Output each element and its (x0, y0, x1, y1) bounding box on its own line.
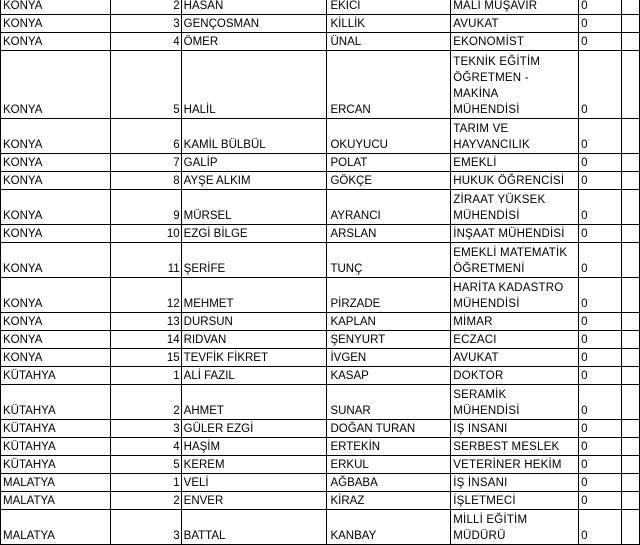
empty-cell (622, 367, 640, 385)
rank-cell: 2 (110, 385, 181, 420)
profession-cell: İŞLETMECİ (451, 492, 579, 510)
province-cell: KONYA (1, 225, 111, 243)
first-name-cell: HAŞİM (181, 438, 327, 456)
rank-cell: 13 (110, 313, 181, 331)
profession-cell: HARİTA KADASTRO MÜHENDİSİ (451, 278, 579, 313)
table-row (1, 510, 640, 545)
profession-cell: MİMAR (451, 313, 579, 331)
value-cell: 0 (579, 33, 622, 51)
table-row (1, 420, 640, 438)
province-cell: MALATYA (1, 474, 111, 492)
rank-cell: 10 (110, 225, 181, 243)
value-cell: 0 (579, 243, 622, 278)
profession-cell: MALİ MÜŞAVİR (451, 0, 579, 15)
table-row (1, 438, 640, 456)
first-name-cell: ENVER (181, 492, 327, 510)
first-name-cell: ÖMER (181, 33, 327, 51)
last-name-cell: POLAT (327, 154, 451, 172)
table-row (1, 331, 640, 349)
empty-cell (622, 313, 640, 331)
empty-cell (622, 278, 640, 313)
empty-cell (622, 492, 640, 510)
province-cell: KONYA (1, 278, 111, 313)
last-name-cell: AĞBABA (327, 474, 451, 492)
first-name-cell: EZGİ BİLGE (181, 225, 327, 243)
rank-cell: 8 (110, 172, 181, 190)
last-name-cell: GÖKÇE (327, 172, 451, 190)
value-cell: 0 (579, 331, 622, 349)
first-name-cell: DURSUN (181, 313, 327, 331)
last-name-cell: ÜNAL (327, 33, 451, 51)
rank-cell: 3 (110, 420, 181, 438)
empty-cell (622, 154, 640, 172)
empty-cell (622, 172, 640, 190)
rank-cell: 3 (110, 510, 181, 545)
table-body (1, 0, 640, 545)
profession-cell: IŞ INSANI (451, 420, 579, 438)
last-name-cell: ERTEKİN (327, 438, 451, 456)
empty-cell (622, 0, 640, 15)
profession-cell: DOKTOR (451, 367, 579, 385)
first-name-cell: AYŞE ALKIM (181, 172, 327, 190)
table-row (1, 15, 640, 33)
last-name-cell: AYRANCI (327, 190, 451, 225)
last-name-cell: ARSLAN (327, 225, 451, 243)
table-row (1, 0, 640, 15)
empty-cell (622, 331, 640, 349)
rank-cell: 12 (110, 278, 181, 313)
table-row (1, 154, 640, 172)
empty-cell (622, 438, 640, 456)
profession-cell: SERBEST MESLEK (451, 438, 579, 456)
first-name-cell: TEVFİK FİKRET (181, 349, 327, 367)
value-cell: 0 (579, 438, 622, 456)
profession-cell: MİLLİ EĞİTİM MÜDÜRÜ (451, 510, 579, 545)
last-name-cell: ERCAN (327, 51, 451, 119)
empty-cell (622, 243, 640, 278)
province-cell: KONYA (1, 0, 111, 15)
value-cell: 0 (579, 119, 622, 154)
first-name-cell: RIDVAN (181, 331, 327, 349)
province-cell: KONYA (1, 154, 111, 172)
table-row (1, 492, 640, 510)
province-cell: KONYA (1, 190, 111, 225)
rank-cell: 2 (110, 492, 181, 510)
empty-cell (622, 15, 640, 33)
value-cell: 0 (579, 0, 622, 15)
profession-cell: ZİRAAT YÜKSEK MÜHENDİSİ (451, 190, 579, 225)
province-cell: KONYA (1, 15, 111, 33)
profession-cell: EMEKLİ (451, 154, 579, 172)
last-name-cell: KİRAZ (327, 492, 451, 510)
first-name-cell: BATTAL (181, 510, 327, 545)
value-cell: 0 (579, 385, 622, 420)
first-name-cell: AHMET (181, 385, 327, 420)
table-row (1, 33, 640, 51)
first-name-cell: GENÇOSMAN (181, 15, 327, 33)
value-cell: 0 (579, 349, 622, 367)
value-cell: 0 (579, 154, 622, 172)
profession-cell: EMEKLİ MATEMATİK ÖĞRETMENİ (451, 243, 579, 278)
rank-cell: 5 (110, 456, 181, 474)
rank-cell: 4 (110, 438, 181, 456)
table-row (1, 278, 640, 313)
rank-cell: 3 (110, 15, 181, 33)
profession-cell: ECZACI (451, 331, 579, 349)
last-name-cell: İVGEN (327, 349, 451, 367)
table-row (1, 243, 640, 278)
rank-cell: 14 (110, 331, 181, 349)
empty-cell (622, 51, 640, 119)
table-row (1, 367, 640, 385)
value-cell: 0 (579, 313, 622, 331)
first-name-cell: ŞERİFE (181, 243, 327, 278)
first-name-cell: GÜLER EZGİ (181, 420, 327, 438)
last-name-cell: KASAP (327, 367, 451, 385)
last-name-cell: KİLLİK (327, 15, 451, 33)
province-cell: KÜTAHYA (1, 420, 111, 438)
table-row (1, 119, 640, 154)
first-name-cell: GALİP (181, 154, 327, 172)
table-row (1, 190, 640, 225)
province-cell: KONYA (1, 51, 111, 119)
empty-cell (622, 420, 640, 438)
empty-cell (622, 510, 640, 545)
table-row (1, 456, 640, 474)
last-name-cell: TUNÇ (327, 243, 451, 278)
rank-cell: 11 (110, 243, 181, 278)
province-cell: KÜTAHYA (1, 438, 111, 456)
profession-cell: TEKNİK EĞİTİM ÖĞRETMEN - MAKİNA MÜHENDİSİ (451, 51, 579, 119)
rank-cell: 2 (110, 0, 181, 15)
last-name-cell: KAPLAN (327, 313, 451, 331)
first-name-cell: VELİ (181, 474, 327, 492)
table-row (1, 313, 640, 331)
value-cell: 0 (579, 51, 622, 119)
table-row (1, 172, 640, 190)
first-name-cell: KEREM (181, 456, 327, 474)
last-name-cell: KANBAY (327, 510, 451, 545)
profession-cell: TARIM VE HAYVANCILIK (451, 119, 579, 154)
value-cell: 0 (579, 492, 622, 510)
first-name-cell: MEHMET (181, 278, 327, 313)
first-name-cell: HASAN (181, 0, 327, 15)
table-row (1, 51, 640, 119)
table-row (1, 474, 640, 492)
rank-cell: 7 (110, 154, 181, 172)
province-cell: KONYA (1, 313, 111, 331)
first-name-cell: KAMİL BÜLBÜL (181, 119, 327, 154)
profession-cell: VETERİNER HEKİM (451, 456, 579, 474)
province-cell: KONYA (1, 349, 111, 367)
profession-cell: HUKUK ÖĞRENCİSİ (451, 172, 579, 190)
profession-cell: AVUKAT (451, 349, 579, 367)
value-cell: 0 (579, 225, 622, 243)
first-name-cell: HALİL (181, 51, 327, 119)
value-cell: 0 (579, 420, 622, 438)
province-cell: KONYA (1, 33, 111, 51)
empty-cell (622, 474, 640, 492)
profession-cell: İŞ İNSANI (451, 474, 579, 492)
rank-cell: 1 (110, 474, 181, 492)
empty-cell (622, 190, 640, 225)
empty-cell (622, 349, 640, 367)
value-cell: 0 (579, 456, 622, 474)
value-cell: 0 (579, 367, 622, 385)
province-cell: KONYA (1, 331, 111, 349)
empty-cell (622, 385, 640, 420)
profession-cell: İNŞAAT MÜHENDİSİ (451, 225, 579, 243)
value-cell: 0 (579, 510, 622, 545)
last-name-cell: OKUYUCU (327, 119, 451, 154)
province-cell: KÜTAHYA (1, 456, 111, 474)
province-cell: KONYA (1, 243, 111, 278)
province-cell: MALATYA (1, 510, 111, 545)
empty-cell (622, 225, 640, 243)
value-cell: 0 (579, 278, 622, 313)
rank-cell: 9 (110, 190, 181, 225)
table-row (1, 349, 640, 367)
first-name-cell: ALİ FAZIL (181, 367, 327, 385)
rank-cell: 1 (110, 367, 181, 385)
value-cell: 0 (579, 172, 622, 190)
last-name-cell: PİRZADE (327, 278, 451, 313)
province-cell: KONYA (1, 172, 111, 190)
last-name-cell: DOĞAN TURAN (327, 420, 451, 438)
table-row (1, 225, 640, 243)
last-name-cell: SUNAR (327, 385, 451, 420)
value-cell: 0 (579, 474, 622, 492)
profession-cell: AVUKAT (451, 15, 579, 33)
profession-cell: EKONOMİST (451, 33, 579, 51)
province-cell: KÜTAHYA (1, 367, 111, 385)
last-name-cell: ERKUL (327, 456, 451, 474)
profession-cell: SERAMİK MÜHENDİSİ (451, 385, 579, 420)
empty-cell (622, 33, 640, 51)
table-row (1, 385, 640, 420)
empty-cell (622, 119, 640, 154)
value-cell: 0 (579, 190, 622, 225)
last-name-cell: EKİCİ (327, 0, 451, 15)
province-cell: KÜTAHYA (1, 385, 111, 420)
first-name-cell: MÜRSEL (181, 190, 327, 225)
rank-cell: 5 (110, 51, 181, 119)
rank-cell: 6 (110, 119, 181, 154)
empty-cell (622, 456, 640, 474)
rank-cell: 15 (110, 349, 181, 367)
province-cell: MALATYA (1, 492, 111, 510)
last-name-cell: ŞENYURT (327, 331, 451, 349)
rank-cell: 4 (110, 33, 181, 51)
province-cell: KONYA (1, 119, 111, 154)
value-cell: 0 (579, 15, 622, 33)
